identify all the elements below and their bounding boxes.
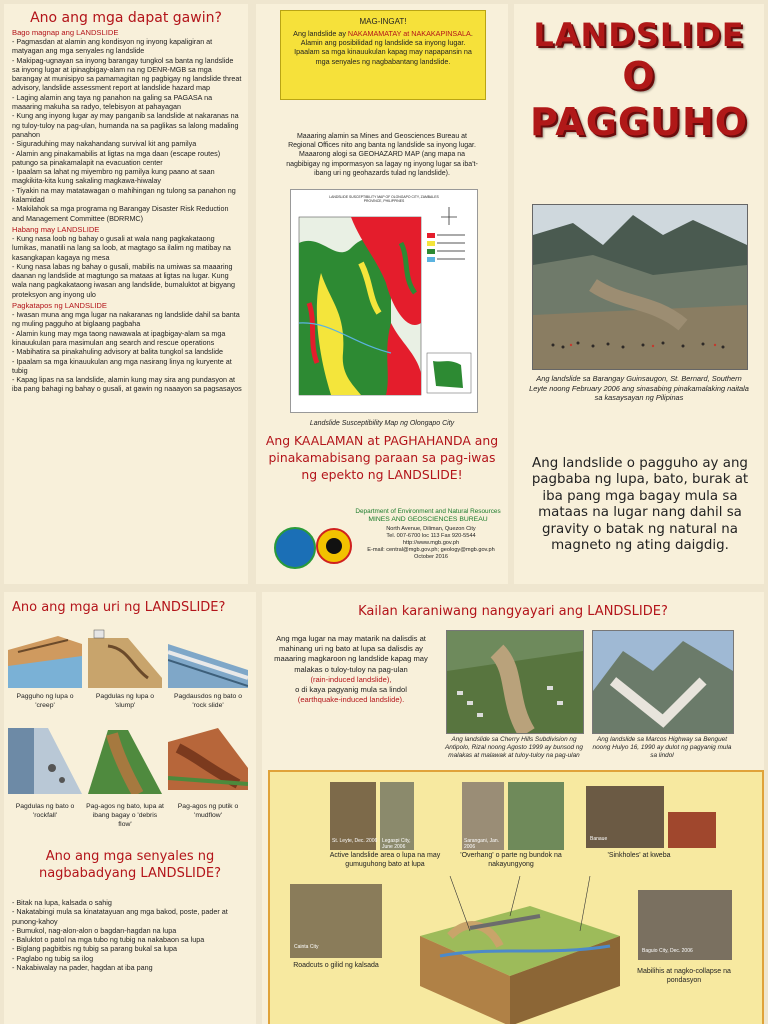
- before-list: [12, 37, 242, 223]
- type-label-6: Pag-agos ng putik o 'mudflow': [177, 803, 239, 819]
- map-title: LANDSLIDE SUSCEPTIBILITY MAP OF OLONGAPO CITY, ZAMBALES PROVINCE, PHILIPPINES: [329, 195, 439, 204]
- panel-when: [262, 592, 764, 1024]
- signs-list: [12, 898, 244, 972]
- before-item: - Tiyakin na may matatawagan o mahihingan ng tulong sa panahon ng kalamidad: [12, 185, 236, 205]
- panel-cover: [514, 4, 764, 584]
- type-illus-3: [168, 630, 248, 688]
- bureau-name: MINES AND GEOSCIENCES BUREAU: [368, 516, 488, 523]
- diagram-tag-4: Banaue: [590, 836, 608, 842]
- cover-title-line1: LANDSLIDE: [533, 16, 745, 54]
- before-item: - Siguraduhing may nakahandang survival kit ang pamilya: [12, 139, 197, 149]
- landslide-areas-diagram: [268, 770, 764, 1024]
- after-item: - Mabihatira sa pinakahuling advisory at balita tungkol sa landslide: [12, 347, 223, 357]
- mgb-logo: [316, 528, 352, 564]
- type-label-1: Pagguho ng lupa o 'creep': [16, 693, 74, 709]
- slogan: Ang KAALAMAN at PAGHAHANDA ang pinakamabisang paraan sa pag-iwas ng epekto ng LANDSLIDE!: [265, 433, 499, 482]
- warning-text: Ang landslide ay NAKAMAMATAY at NAKAKAPINSALA. Alamin ang posibilidad ng landslide sa inyong lugar. Ipaalam sa mga kinauukulan kapag may napapansin na mga senyales ng nagbabantang landslide.: [293, 29, 473, 66]
- sign-item: - Bumukol, nag-alon-alon o bagdan-hagdan na lupa: [12, 925, 177, 935]
- diagram-tag-2: Legaspi City, June 2006: [382, 838, 411, 850]
- warning-title: MAG-INGAT!: [359, 17, 407, 26]
- after-list: [12, 310, 242, 394]
- panel-types: [4, 592, 256, 1024]
- warning-box: [280, 10, 486, 100]
- hazard-map: [290, 189, 478, 413]
- diagram-tag-1: St. Leyte, Dec. 2006: [332, 838, 378, 844]
- diagram-label-active: Active landslide area o lupa na may gumuguhong bato at lupa: [329, 852, 441, 868]
- panel-what-to-do: [4, 4, 248, 584]
- info-text: Maaaring alamin sa Mines and Geosciences Bureau at Regional Offices nito ang banta ng landslide sa inyong lugar. Maaarong alogi sa GEOHAZARD MAP (ang mapa na nagbibigay ng impormasyon sa lagay ng inyong lugar sa iba't-ibang uri ng geohazards tulad ng landslide).: [286, 133, 478, 177]
- before-item: - Laging alamin ang taya ng panahon na galing sa PAGASA na maaaring makuha sa radyo, telebisyon at pahayagan: [12, 92, 213, 112]
- during-item: - Kung nasa labas ng bahay o gusali, mabilis na umiwas sa maaaring daanan ng landslide at magtungo sa mataas at ligtas na lugar. Kung wala nang pagkakataong iwasan ang landslide, bumaluktot at bigyang proteksyon ang inyong ulo: [12, 261, 235, 299]
- before-item: - Makipag-ugnayan sa inyong barangay tungkol sa banta ng landslide sa inyong lugar at ipinagbigay-alam na ng DENR-MGB sa mga barangay at munisipyo sa pamamagitan ng pagbigay ng landslide threat advisory, landslide assessment report at landslide hazard map: [12, 55, 242, 93]
- type-illus-4: [8, 728, 82, 794]
- antipolo-caption: Ang landslide sa Cherry Hills Subdivision ng Antipolo, Rizal noong Agosto 1999 ay bunsod ng malakas at malawak at tuloy-tuloy na pag-ulan: [445, 736, 583, 759]
- after-item: - Ipaalam sa mga kinauukulan ang mga nasirang linya ng kuryente at tubig: [12, 356, 232, 375]
- types-title: Ano ang mga uri ng LANDSLIDE?: [12, 600, 226, 615]
- panel-warning: [256, 4, 508, 584]
- cover-title-line3: PAGGUHO: [529, 100, 749, 144]
- sign-item: - Paglabo ng tubig sa ilog: [12, 953, 94, 963]
- diagram-label-overhang: 'Overhang' o parte ng bundok na nakayungyong: [460, 852, 562, 868]
- after-item: - Kapag lipas na sa landslide, alamin kung may sira ang pundasyon at iba pang bahagi ng bahay o gusali, at gawin ng naaayon sa pagsasayos: [12, 375, 242, 394]
- after-item: - Alamin kung may mga taong nawawala at ipagbigay-alam sa mga kinauukulan para masimulan ang search and rescue operations: [12, 328, 226, 347]
- map-graphic: [291, 203, 477, 411]
- cover-title-line2: O: [622, 54, 656, 98]
- denr-logo: [274, 527, 316, 569]
- panel1-title: Ano ang mga dapat gawin?: [30, 10, 222, 26]
- guinsaugon-photo: [532, 204, 748, 370]
- type-illus-5: [88, 726, 162, 794]
- address-line: October 2016: [414, 554, 448, 560]
- sign-item: - Biglang pagbitbis ng tubig sa parang bukal sa lupa: [12, 944, 178, 954]
- before-item: - Alamin ang pinakamabilis at ligtas na mga daan (escape routes) patungo sa pinakamalapit na evacuation center: [12, 148, 221, 167]
- diagram-label-roadcut: Roadcuts o gilid ng kalsada: [293, 962, 379, 969]
- address-line: Tel. 007-6700 loc 113 Fax 920-5544: [386, 533, 476, 539]
- benguet-caption: Ang landslide sa Marcos Highway sa Benguet noong Hulyo 16, 1990 ay dulot ng pagyanig mula sa lindol: [592, 736, 732, 759]
- address-line: http://www.mgb.gov.ph: [402, 540, 460, 546]
- diagram-tag-6: Baguio City, Dec. 2006: [642, 948, 693, 954]
- before-item: - Makilahok sa mga programa ng Barangay Disaster Risk Reduction and Management Committee (BDRRMC): [12, 204, 229, 223]
- before-item: - Ipaalam sa lahat ng miyembro ng pamilya kung paano at saan magkikita-kita kung sakaling magkawa-hiwalay: [12, 167, 215, 186]
- type-illus-1: [8, 630, 82, 688]
- before-label: Bago magnap ang LANDSLIDE: [12, 28, 119, 37]
- type-label-2: Pagdulas ng lupa o 'slump': [95, 693, 155, 709]
- terrain-block-diagram: [410, 876, 630, 1024]
- diagram-photo-4: [508, 782, 564, 850]
- diagram-tag-5: Cainta City: [294, 944, 319, 950]
- type-label-4: Pagdulas ng bato o 'rockfall': [15, 803, 75, 819]
- when-text: Ang mga lugar na may matarik na dalisdis at mahinang uri ng bato at lupa sa dalisdis ay maaaring magkaroon ng landslide kapag may malakas o tuloy-tuloy na pag-ulan (rain-induced landslide), o di kaya pagyanig mula sa lindol (earthquake-induced landslide).: [274, 634, 428, 705]
- diagram-tag-3: Sarangani, Jan. 2006: [464, 838, 500, 850]
- benguet-photo: [592, 630, 734, 734]
- during-item: - Kung nasa loob ng bahay o gusali at wala nang pagkakataong lumikas, manatili na lang sa loob, at magtago sa ilalim ng matibay na kasangkapan kagaya ng mesa: [12, 233, 231, 262]
- after-item: - Iwasan muna ang mga lugar na nakaranas ng landslide dahil sa banta ng muling pagguho at biglaang pagbaha: [12, 310, 240, 329]
- when-title: Kailan karaniwang nangyayari ang LANDSLIDE?: [358, 604, 668, 619]
- dept-name: Department of Environment and Natural Resources: [355, 508, 501, 515]
- after-label: Pagkatapos ng LANDSLIDE: [12, 301, 107, 311]
- diagram-photo-6: [668, 812, 716, 848]
- address-line: E-mail: central@mgb.gov.ph; geology@mgb.gov.ph: [367, 547, 495, 553]
- type-illus-2: [88, 628, 162, 688]
- type-label-5: Pag-agos ng bato, lupa at ibang bagay o 'debris flow': [86, 803, 164, 828]
- diagram-label-foundation: Mabilihis at nagko-collapse na pondasyon: [637, 968, 731, 984]
- sign-item: - Bitak na lupa, kalsada o sahig: [12, 898, 112, 907]
- type-label-3: Pagdausdos ng bato o 'rock slide': [173, 693, 243, 709]
- during-list: [12, 234, 242, 299]
- sign-item: - Nakabiwalay na pader, hagdan at iba pang: [12, 963, 153, 973]
- diagram-label-sinkholes: 'Sinkholes' at kweba: [607, 852, 671, 859]
- type-illus-6: [168, 728, 248, 790]
- before-item: - Pagmasdan at alamin ang kondisyon ng inyong kapaligiran at matyagan ang mga senyales ng landslide: [12, 37, 213, 56]
- signs-title: Ano ang mga senyales ng nagbabadyang LANDSLIDE?: [38, 849, 222, 881]
- sign-item: - Nakatabingi mula sa kinatatayuan ang mga bakod, poste, pader at punong-kahoy: [12, 907, 228, 926]
- before-item: - Kung ang inyong lugar ay may panganib sa landslide at nakaranas na ng tuloy-tuloy na pag-ulan, humanda na sa paglikas sa lalong madaling panahon: [12, 111, 239, 139]
- guinsaugon-caption: Ang landslide sa Barangay Guinsaugon, St. Bernard, Southern Leyte noong February 2006 ang sinasabing pinakamalaking naitala sa kasaysayan ng Pilipinas: [529, 374, 749, 403]
- antipolo-photo: [446, 630, 584, 734]
- landslide-definition: Ang landslide o pagguho ay ang pagbaba ng lupa, bato, burak at iba pang mga bagay mula sa mataas na lugar nang dahil sa gravity o batak ng natural na magneto ng ating daigdig.: [531, 456, 749, 554]
- during-label: Habang may LANDSLIDE: [12, 224, 100, 234]
- sign-item: - Baluktot o patol na mga tubo ng tubig na nakabaon sa lupa: [12, 935, 205, 945]
- map-caption: Landslide Susceptibility Map ng Olongapo City: [309, 420, 455, 427]
- address-line: North Avenue, Diliman, Quezon City: [386, 526, 476, 532]
- address-block: [356, 526, 506, 561]
